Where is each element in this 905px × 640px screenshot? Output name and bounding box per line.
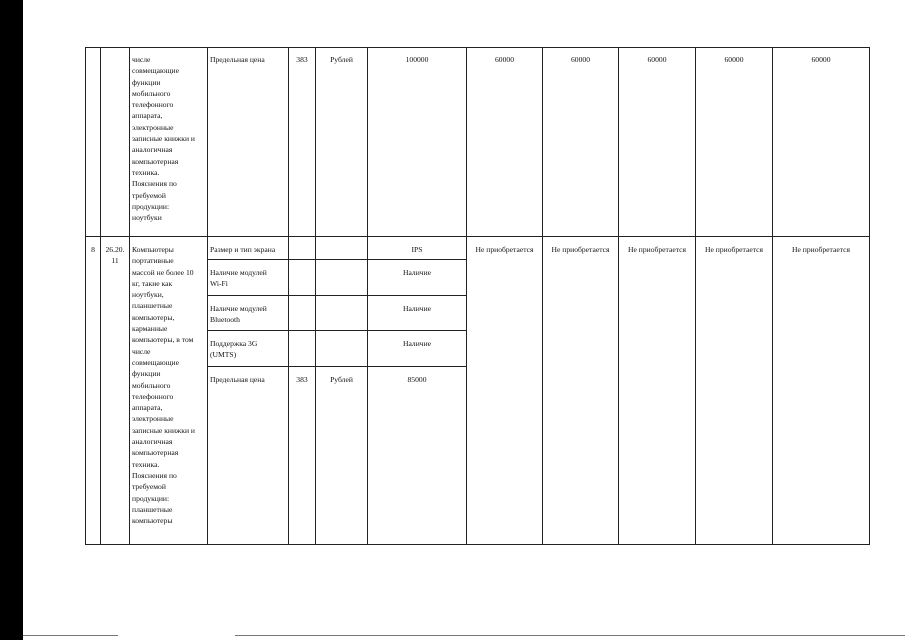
not-purchased-cell: Не приобретается — [705, 245, 763, 254]
product-description-cell: Компьютеры портативные массой не более 10 кг, такие как ноутбуки, планшетные компьютеры, карманные компьютеры, в том числе совмещающие функции мобильного телефонного аппарата, электронные записные книжки и аналогичная компьютерная техника. Пояснения по требуемой продукции: планшетные компьютеры — [132, 245, 195, 526]
scan-edge-line — [23, 635, 118, 636]
characteristic-cell: Наличие модулей Wi-Fi — [210, 268, 267, 289]
value-cell: 60000 — [495, 55, 514, 64]
characteristic-cell: Наличие модулей Bluetooth — [210, 304, 267, 325]
block-separator — [85, 236, 869, 237]
col-border — [207, 47, 208, 545]
value-cell: 60000 — [571, 55, 590, 64]
characteristic-cell: Поддержка 3G (UMTS) — [210, 339, 258, 360]
not-purchased-cell: Не приобретается — [551, 245, 610, 254]
col-border — [129, 47, 130, 545]
value-cell: Наличие — [402, 304, 432, 313]
not-purchased-cell: Не приобретается — [475, 245, 534, 254]
unit-code-cell: 383 — [296, 55, 308, 64]
col-border — [315, 47, 316, 545]
document-page — [23, 0, 905, 640]
unit-name-cell: Рублей — [330, 375, 353, 384]
row-separator — [207, 259, 466, 260]
row-separator — [207, 295, 466, 296]
characteristic-cell: Предельная цена — [210, 55, 265, 64]
col-border — [466, 47, 467, 545]
col-border — [85, 47, 86, 545]
row-number-cell: 8 — [91, 245, 95, 254]
unit-name-cell: Рублей — [330, 55, 353, 64]
unit-code-cell: 383 — [296, 375, 308, 384]
value-cell: 60000 — [724, 55, 744, 64]
col-border — [869, 47, 870, 545]
col-border — [618, 47, 619, 545]
characteristic-cell: Предельная цена — [210, 375, 265, 384]
row-separator — [207, 366, 466, 367]
value-cell: IPS — [411, 245, 423, 254]
characteristic-cell: Размер и тип экрана — [210, 245, 276, 254]
col-border — [772, 47, 773, 545]
col-border — [542, 47, 543, 545]
scan-left-border — [0, 0, 23, 640]
okpd-code-cell: 26.20. 11 — [105, 245, 125, 266]
not-purchased-cell: Не приобретается — [792, 245, 850, 254]
row-separator — [207, 330, 466, 331]
col-border — [288, 47, 289, 545]
product-description-cell: числе совмещающие функции мобильного телефонного аппарата, электронные записные книжки и аналогичная компьютерная техника. Пояснения по требуемой продукции: ноутбуки — [132, 55, 195, 223]
value-cell: 85000 — [407, 375, 427, 384]
value-cell: Наличие — [402, 268, 432, 277]
value-cell: 60000 — [647, 55, 667, 64]
value-cell: 100000 — [405, 55, 429, 64]
value-cell: Наличие — [402, 339, 432, 348]
col-border — [695, 47, 696, 545]
table-bottom-border — [85, 544, 869, 545]
table-top-border — [85, 47, 869, 48]
scan-edge-line — [235, 635, 905, 636]
not-purchased-cell: Не приобретается — [628, 245, 686, 254]
col-border — [100, 47, 101, 545]
col-border — [367, 47, 368, 545]
value-cell: 60000 — [811, 55, 831, 64]
